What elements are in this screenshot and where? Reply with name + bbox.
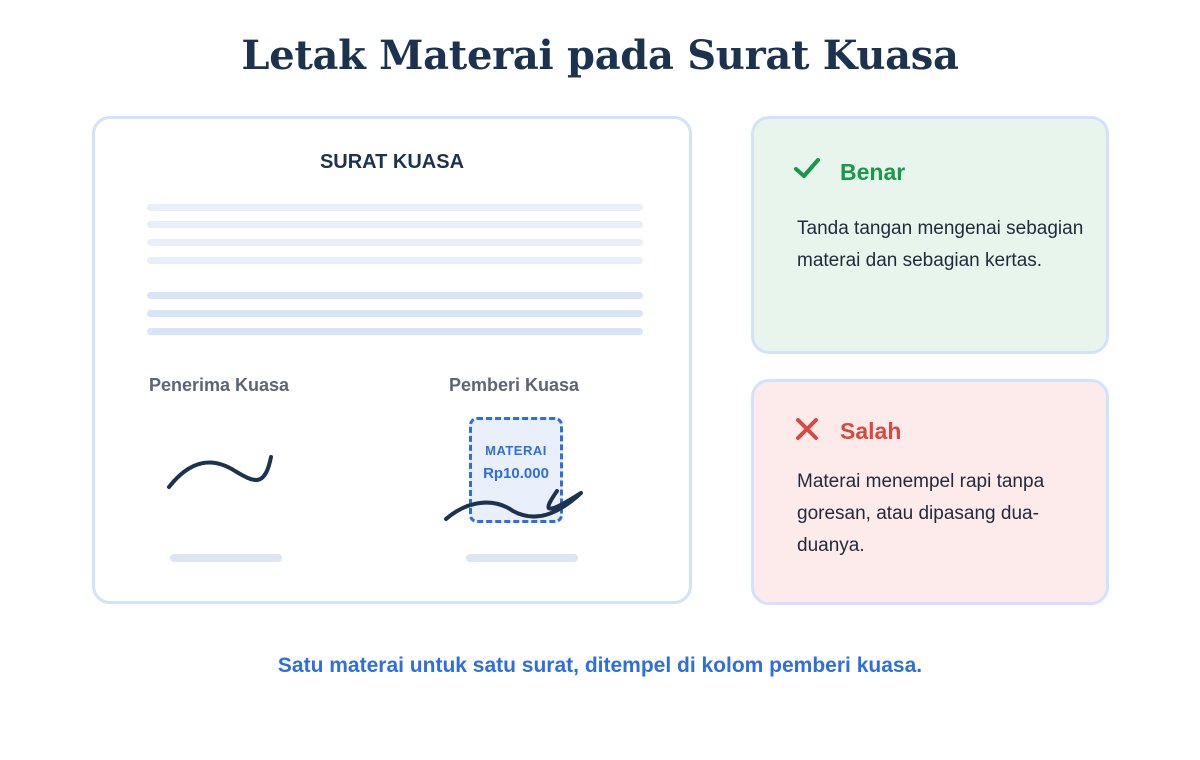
text-line bbox=[147, 204, 643, 211]
text-line bbox=[147, 310, 643, 317]
text-line bbox=[147, 239, 643, 246]
signature-line bbox=[466, 554, 578, 562]
recipient-label: Penerima Kuasa bbox=[149, 375, 290, 395]
document-illustration bbox=[92, 116, 692, 604]
recipient-signature bbox=[169, 457, 271, 487]
check-icon bbox=[792, 153, 822, 183]
stamp-value: Rp10.000 bbox=[483, 465, 549, 482]
correct-text: Tanda tangan mengenai sebagian materai dan sebagian kertas. bbox=[797, 218, 1084, 271]
page-title: Letak Materai pada Surat Kuasa bbox=[241, 32, 959, 79]
correct-card bbox=[751, 116, 1109, 354]
wrong-text: Materai menempel rapi tanpa goresan, atau dipasang dua-duanya. bbox=[797, 471, 1045, 556]
wrong-heading: Salah bbox=[840, 418, 902, 444]
wrong-card bbox=[751, 379, 1109, 605]
grantor-label: Pemberi Kuasa bbox=[449, 375, 580, 395]
signatures bbox=[95, 119, 695, 607]
text-line bbox=[147, 328, 643, 335]
stamp-label: MATERAI bbox=[485, 443, 547, 458]
correct-heading: Benar bbox=[840, 159, 906, 185]
materai-stamp bbox=[469, 417, 563, 523]
footer-note: Satu materai untuk satu surat, ditempel di kolom pemberi kuasa. bbox=[277, 654, 923, 677]
text-line bbox=[147, 292, 643, 299]
text-line bbox=[147, 257, 643, 264]
signature-line bbox=[170, 554, 282, 562]
document-heading: SURAT KUASA bbox=[319, 151, 465, 173]
text-line bbox=[147, 221, 643, 228]
cross-icon bbox=[792, 414, 822, 444]
